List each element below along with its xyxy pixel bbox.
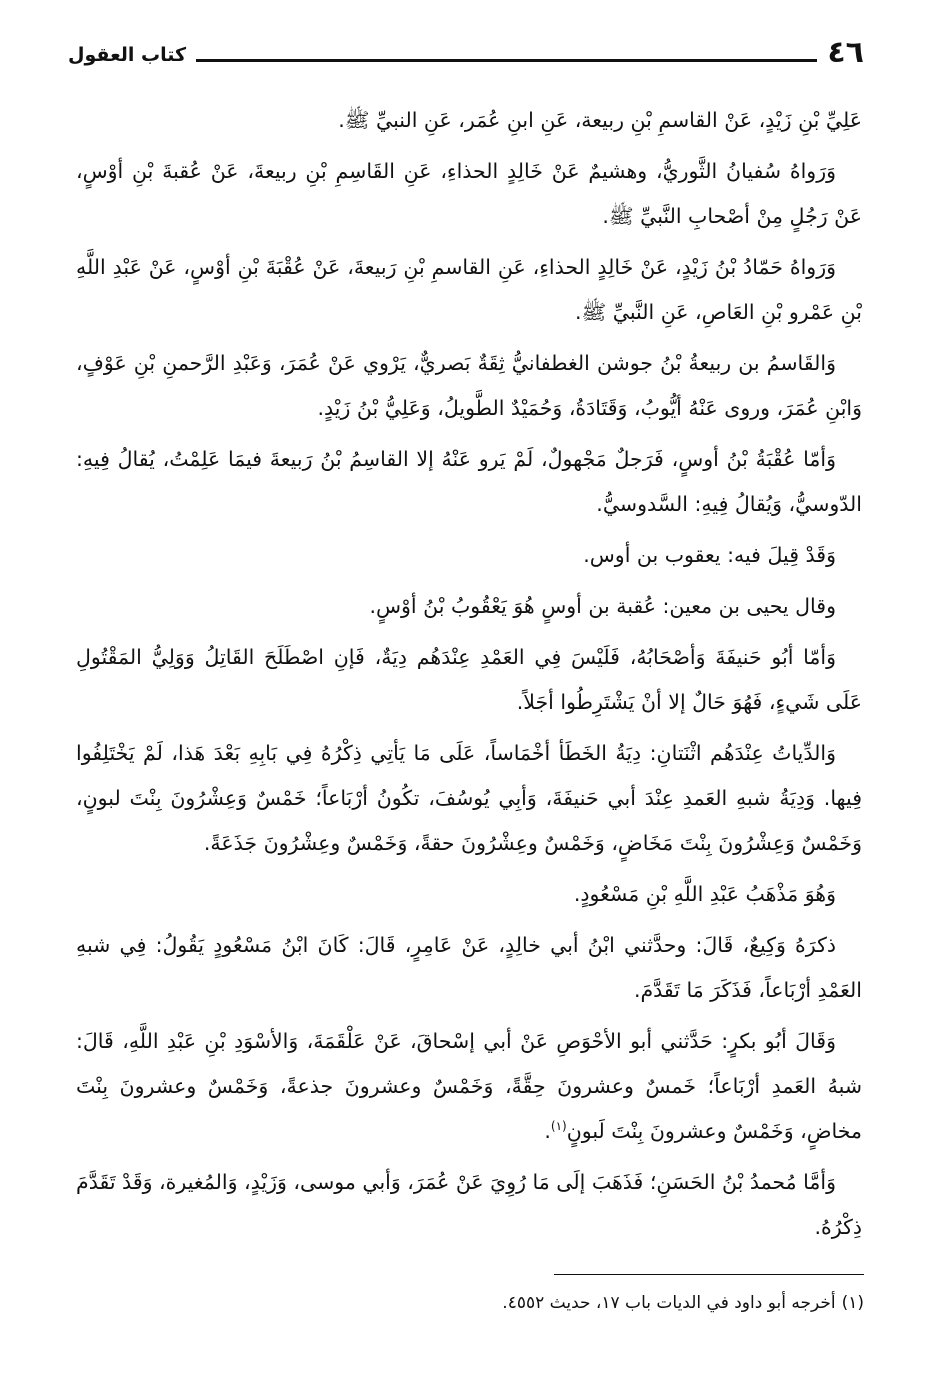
page-number: ٤٦ — [827, 35, 864, 70]
book-title: كتاب العقول — [68, 44, 187, 66]
header-rule — [196, 59, 817, 62]
body-text — [76, 98, 862, 1256]
paragraph: وَأمَّا مُحمدُ بْنُ الحَسَنِ؛ فَذَهَبَ إلَى مَا رُوِيَ عَنْ عُمَرَ، وَأبي موسى، وَزَيْدٍ، وَالمُغيرة، وَقَدْ تَقَدَّمَ ذِكْرُهُ. — [76, 1170, 862, 1239]
paragraph: وَأمّا عُقْبَةُ بْنُ أوسٍ، فَرَجلٌ مَجْهولٌ، لَمْ يَرو عَنْهُ إلا القاسِمُ بْنُ رَبيعةَ فيمَا عَلِمْتُ، يُقالُ فِيهِ: الدّوسيُّ، وَيُقالُ فِيهِ: السَّدوسيُّ. — [76, 447, 862, 516]
paragraph: وَأمّا أبُو حَنيفَةَ وَأصْحَابُهُ، فَلَيْسَ فِي العَمْدِ عِنْدَهُم دِيَةٌ، فَإنِ اصْطَلَحَ القَاتِلُ وَوَلِيُّ المَقْتُولِ عَلَى شَيءٍ، فَهُوَ حَالٌ إلا أنْ يَشْتَرِطُوا أجَلاً. — [76, 645, 862, 714]
paragraph-with-footnote: وَقَالَ أبُو بكرٍ: حَدَّثني أبو الأحْوَصِ عَنْ أبي إسْحاقَ، عَنْ عَلْقَمَةَ، وَالأسْوَدِ بْنِ عَبْدِ اللَّهِ، قَالَ: شبهُ العَمدِ أرْبَاعاً؛ خَمسٌ وعشرونَ حِقَّةً، وَخَمْسٌ وعشرونَ جذعةً، وَخَمْسٌ وعشرونَ بِنْتَ مخاضٍ، وَخَمْسٌ وعشرونَ بِنْتَ لَبونٍ$^{(١)}$. — [76, 1029, 862, 1143]
paragraph: ذكرَهُ وَكِيعٌ، قَالَ: وحدَّثني ابْنُ أبي خالِدٍ، عَنْ عَامِرٍ، قَالَ: كَانَ ابْنُ مَسْعُودٍ يَقُولُ: فِي شبهِ العَمْدِ أرْبَاعاً، فَذَكَرَ مَا تَقَدَّمَ. — [76, 933, 862, 1002]
paragraph: وَالدِّياتُ عِنْدَهُم اثْنَتانِ: دِيَةُ الخَطَأ أخْمَاساً، عَلَى مَا يَأتِي ذِكْرُهُ فِي بَابِهِ بَعْدَ هَذا، لَمْ يَخْتَلِفُوا فِيها. وَدِيَةُ شبهِ العَمدِ عِنْدَ أبي حَنيفَةَ، وَأبِي يُوسُفَ، تكُونُ أرْبَاعاً؛ خَمْسٌ وَعِشْرُونَ بِنْتَ لبونٍ، وَخَمْسٌ وَعِشْرُونَ بِنْتَ مَخَاضٍ، وَخَمْسٌ وعِشْرُونَ حقةً، وَخَمْسٌ وعِشْرُونَ جَذَعَةً. — [76, 741, 862, 855]
paragraph-text: وَقَالَ أبُو بكرٍ: حَدَّثني أبو الأحْوَصِ عَنْ أبي إسْحاقَ، عَنْ عَلْقَمَةَ، وَالأسْوَدِ بْنِ عَبْدِ اللَّهِ، قَالَ: شبهُ العَمدِ أرْبَاعاً؛ خَمسٌ وعشرونَ حِقَّةً، وَخَمْسٌ وعشرونَ جذعةً، وَخَمْسٌ وعشرونَ بِنْتَ مخاضٍ، وَخَمْسٌ وعشرونَ بِنْتَ لَبونٍ — [76, 1029, 862, 1143]
footnote-marker: (١) — [550, 1119, 567, 1134]
paragraph: وقال يحيى بن معين: عُقبة بن أوسٍ هُوَ يَعْقُوبُ بْنُ أوْسٍ. — [369, 594, 836, 618]
paragraph: وَرَواهُ سُفيانُ الثَّوريُّ، وهشيمٌ عَنْ خَالِدٍ الحذاءِ، عَنِ القَاسِمِ بْنِ ربيعةَ، عَنْ عُقبةَ بْنِ أوْسٍ، عَنْ رَجُلٍ مِنْ أصْحابِ النَّبيِّ ﷺ. — [76, 159, 862, 228]
paragraph: وَهُوَ مَذْهَبُ عَبْدِ اللَّهِ بْنِ مَسْعُودٍ. — [573, 882, 836, 906]
paragraph: وَالقَاسمُ بن ربيعةُ بْنُ جوشن الغطفانيُّ ثِقَةٌ بَصريٌّ، يَرْوي عَنْ عُمَرَ، وَعَبْدِ الرَّحمنِ بْنِ عَوْفٍ، وَابْنِ عُمَرَ، وروى عَنْهُ أيُّوبُ، وَقَتَادَةُ، وَحُمَيْدٌ الطَّويلُ، وَعَلِيُّ بْنُ زَيْدٍ. — [76, 351, 862, 420]
footnote — [76, 1288, 864, 1318]
paragraph: عَلِيِّ بْنِ زَيْدٍ، عَنْ القاسمِ بْنِ ربيعة، عَنِ ابنِ عُمَر، عَنِ النبيِّ ﷺ. — [338, 108, 862, 132]
running-header — [68, 30, 864, 70]
footnote-number: (١) — [841, 1293, 864, 1313]
paragraph: وَقَدْ قِيلَ فيه: يعقوب بن أوس. — [583, 543, 836, 567]
footnote-text: أخرجه أبو داود في الديات باب ١٧، حديث ٤٥٥٢. — [502, 1293, 836, 1313]
footnote-divider — [554, 1274, 864, 1275]
paragraph: وَرَواهُ حَمّادُ بْنُ زَيْدٍ، عَنْ خَالِدٍ الحذاءِ، عَنِ القاسمِ بْنِ رَبيعةَ، عَنْ عُقْبَةَ بْنِ أوْسٍ، عَنْ عَبْدِ اللَّهِ بْنِ عَمْرو بْنِ العَاصِ، عَنِ النَّبيِّ ﷺ. — [76, 255, 862, 324]
